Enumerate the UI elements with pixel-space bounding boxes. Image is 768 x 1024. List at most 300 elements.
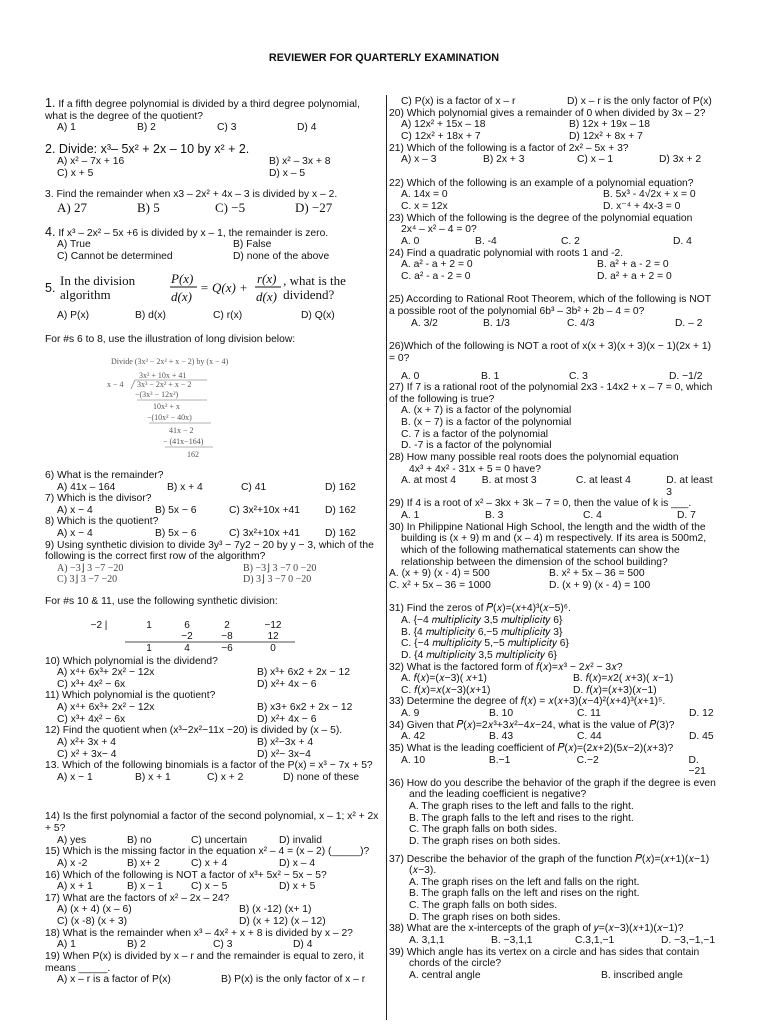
option: C) (x -8) (x + 3)	[57, 916, 128, 927]
svg-text:−8: −8	[221, 630, 233, 642]
svg-text:10x² + x: 10x² + x	[153, 401, 180, 411]
option: C. 4/3	[567, 317, 595, 329]
svg-text:162: 162	[187, 449, 199, 459]
answer-options	[389, 970, 719, 982]
question-24	[389, 248, 719, 283]
option: A) x⁴+ 6x³+ 2x² − 12x	[57, 702, 155, 713]
option: B. 1	[481, 370, 500, 382]
option: A) 27	[57, 199, 87, 215]
equation: 2x⁴ – x² – 4 = 0?	[401, 224, 477, 236]
option: B. inscribed angle	[601, 969, 683, 981]
option: C) P(x) is a factor of x – r	[401, 96, 516, 107]
option: C. 2	[561, 235, 580, 247]
option: B) 5x − 6	[155, 528, 197, 540]
question-16	[45, 870, 381, 893]
option: B) 2	[127, 939, 146, 951]
option: B. -4	[475, 235, 497, 247]
option: B) P(x) is the only factor of x – r	[221, 974, 366, 986]
option: D) x – 4	[279, 857, 316, 869]
svg-text:d(x): d(x)	[255, 289, 277, 305]
option: C) x – 1	[577, 154, 614, 166]
option: D) Q(x)	[301, 310, 335, 322]
question-14	[45, 811, 381, 846]
option: B. The graph falls on the left and rises on the right.	[409, 888, 640, 900]
right-column	[389, 96, 719, 981]
option: A. 3/2	[411, 317, 438, 329]
option: B. 𝑓(𝑥)=𝑥2( 𝑥+3)( 𝑥−1)	[573, 673, 674, 685]
question-9	[45, 540, 381, 586]
question-15	[45, 846, 381, 869]
option: B) 2	[137, 122, 156, 134]
option: C. 4	[583, 510, 602, 521]
answer-options	[45, 563, 381, 574]
answer-options	[389, 236, 719, 248]
question-38	[389, 923, 719, 946]
svg-text:12: 12	[267, 630, 279, 642]
question-text: 10) Which polynomial is the dividend?	[45, 655, 218, 667]
option: D) none of the above	[233, 250, 330, 262]
option: B) −3⌋ 3 −7 0 −20	[243, 562, 317, 574]
option: C. 𝑓(𝑥)=𝑥(𝑥−3)(𝑥+1)	[401, 684, 491, 696]
question-text: 7) Which is the divisor?	[45, 493, 152, 505]
option: A) yes	[57, 834, 87, 846]
svg-text:−2 |: −2 |	[90, 619, 108, 631]
question-text: 25) According to Rational Root Theorem, which of the following is NOT a possible root of the polynomial 6b³ – 3b² + 2b – 4 = 0?	[389, 294, 711, 317]
option: A) True	[57, 239, 91, 251]
question-34	[389, 720, 719, 743]
question-23	[389, 213, 719, 248]
answer-options	[45, 310, 381, 322]
option: D) 4	[293, 939, 313, 951]
answer-options-continued	[389, 96, 719, 108]
question-text: If a fifth degree polynomial is divided by a third degree polynomial, what is the degree of the quotient?	[45, 99, 360, 122]
question-text: 35) What is the leading coefficient of 𝑃(𝑥)=(2𝑥+2)(5𝑥−2)(𝑥+3)?	[389, 742, 674, 754]
svg-text:1: 1	[146, 619, 152, 631]
option: D. 12	[689, 708, 714, 719]
svg-text:r(x): r(x)	[256, 271, 277, 287]
svg-text:d(x): d(x)	[170, 289, 192, 305]
long-division-illustration	[107, 356, 307, 466]
option: B. 3	[485, 510, 504, 521]
question-8	[45, 516, 381, 539]
question-text: 21) Which of the following is a factor of 2x² – 5x + 3?	[389, 142, 629, 154]
question-text: 26)Which of the following is NOT a root of x(x + 3)(x + 3)(x − 1)(2x + 1) = 0?	[389, 341, 711, 364]
question-32	[389, 662, 719, 697]
option: B. The graph falls to the left and rises to the right.	[409, 812, 634, 824]
option: D) 3x + 2	[659, 154, 702, 166]
option: B) x² – 3x + 8	[269, 156, 331, 167]
answer-options	[45, 201, 381, 216]
option: A) 12x² + 15x – 18	[401, 119, 486, 131]
answer-options	[45, 251, 381, 263]
option: B) x3+ 6x2 + 2x − 12	[257, 702, 353, 713]
option: A) 1	[57, 939, 76, 951]
option: C) Cannot be determined	[57, 250, 173, 262]
option: C. at least 4	[575, 475, 631, 487]
option: C. {−4 𝑚𝑢𝑙𝑡𝑖𝑝𝑙𝑖𝑐𝑖𝑡𝑦 5,−5 𝑚𝑢𝑙𝑡𝑖𝑝𝑙𝑖𝑐𝑖𝑡𝑦 6}	[401, 638, 569, 650]
question-text: 19) When P(x) is divided by x – r and the remainder is equal to zero, it means _____.	[45, 950, 364, 974]
question-18	[45, 928, 381, 951]
option: A) −3⌋ 3 −7 −20	[57, 562, 124, 574]
option: D) x – r is the only factor of P(x)	[567, 96, 712, 107]
answer-options	[45, 749, 381, 761]
option: A. 1	[401, 510, 420, 521]
question-11	[45, 690, 381, 725]
question-12	[45, 725, 381, 760]
option: B) 5x − 6	[155, 504, 197, 516]
option: D) none of these	[283, 771, 360, 783]
option: C. 7 is a factor of the polynomial	[401, 428, 549, 440]
question-30	[389, 522, 719, 592]
option: A) x⁴+ 6x³+ 2x² − 12x	[57, 667, 155, 679]
option: D. The graph rises on both sides.	[409, 911, 561, 923]
svg-text:3x³ − 2x² + x − 2: 3x³ − 2x² + x − 2	[137, 379, 192, 389]
question-text: 18) What is the remainder when x³ – 4x² + x + 8 is divided by x – 2?	[45, 927, 353, 939]
division-algorithm-formula	[169, 268, 282, 308]
option: D. x⁻⁴ + 4x-3 = 0	[603, 201, 681, 212]
question-text: 14) Is the first polynomial a factor of the second polynomial, x – 1; x² + 2x + 5?	[45, 811, 379, 834]
question-text: 6) What is the remainder?	[45, 469, 164, 481]
option: D. The graph rises on both sides.	[409, 835, 561, 847]
question-text: 20) Which polynomial gives a remainder of 0 when divided by 3x – 2?	[389, 107, 706, 119]
question-21	[389, 143, 719, 166]
svg-text:= Q(x) +: = Q(x) +	[199, 280, 248, 296]
answer-options	[389, 935, 719, 947]
question-27	[389, 382, 719, 452]
answer-options	[45, 772, 381, 784]
question-text: 17) What are the factors of x² – 2x – 24?	[45, 892, 230, 904]
answer-options	[45, 156, 381, 168]
svg-text:2: 2	[224, 619, 230, 631]
question-text: 13. Which of the following binomials is a factor of the P(x) = x³ − 7x + 5?	[45, 760, 373, 772]
answer-options	[45, 714, 381, 726]
answer-options	[389, 154, 719, 166]
svg-text:6: 6	[184, 619, 190, 631]
option: D) 162	[325, 504, 356, 516]
option: C) 3x²+10x +41	[229, 528, 300, 540]
option: A. 10	[401, 754, 426, 766]
option: C. 44	[577, 731, 602, 743]
option: C) 3⌋ 3 −7 −20	[57, 574, 118, 586]
option: A) P(x)	[57, 310, 90, 322]
question-text: 23) Which of the following is the degree of the polynomial equation	[389, 212, 693, 224]
option: B) x − 1	[127, 881, 163, 893]
answer-options	[45, 679, 381, 691]
answer-options	[389, 580, 719, 592]
option: A. 𝑓(𝑥)=(𝑥−3)( 𝑥+1)	[401, 673, 487, 685]
option: C. 3	[569, 370, 588, 382]
question-5: 5. In the division algorithm P(x) d(x) = Q(x) + r(x) d(x) , what is the dividend? A) P(x) B) d(x) C) r(x) D) Q(x)	[45, 268, 381, 322]
option: A) (x + 4) (x – 6)	[57, 904, 132, 916]
option: D. −1/2	[669, 370, 703, 382]
answer-options	[389, 189, 719, 201]
answer-options	[389, 318, 719, 330]
answer-options	[389, 731, 719, 743]
option: A. (x + 9) (x - 4) = 500	[389, 568, 490, 580]
svg-text:x − 4: x − 4	[107, 379, 124, 389]
option: B. at most 3	[481, 475, 537, 487]
question-text: Divide: x³– 5x² + 2x – 10 by x² + 2.	[58, 141, 250, 156]
option: A. 0	[401, 370, 420, 382]
answer-options	[45, 974, 381, 986]
option: C) 41	[241, 481, 267, 493]
option: A. The graph rises on the left and falls on the right.	[409, 876, 640, 888]
option: C. x² + 5x – 36 = 1000	[389, 579, 491, 591]
option: A) x − 4	[57, 528, 93, 540]
option: B) x + 4	[167, 481, 203, 493]
option: A) 1	[57, 122, 76, 134]
question-19	[45, 951, 381, 986]
answer-options	[389, 271, 719, 283]
option: B) no	[127, 834, 152, 846]
svg-text:Divide (3x³ − 2x² + x − 2) by: Divide (3x³ − 2x² + x − 2) by (x − 4)	[111, 356, 229, 366]
option: D) 12x² + 8x + 7	[569, 130, 643, 142]
question-text: 16) Which of the following is NOT a factor of x³+ 5x² − 5x − 5?	[45, 869, 327, 881]
answer-options	[45, 239, 381, 251]
question-37	[389, 854, 719, 924]
option: B) False	[233, 239, 272, 251]
option: B. 1/3	[483, 317, 510, 329]
option: D) (x + 12) (x – 12)	[239, 916, 326, 927]
option: B) 12x + 19x – 18	[569, 119, 650, 131]
option: C) x + 4	[191, 857, 228, 869]
option: B. 5x³ - 4√2x + x = 0	[603, 189, 696, 201]
answer-options	[45, 574, 381, 585]
option: A. The graph rises to the left and falls to the right.	[409, 801, 634, 812]
question-20	[389, 108, 719, 143]
question-35	[389, 743, 719, 778]
option: C. x = 12x	[401, 201, 448, 212]
option: D) x + 5	[279, 881, 316, 893]
question-text: 36) How do you describe the behavior of the graph if the degree is even and the leading coefficient is negative?	[389, 777, 716, 801]
question-text: 33) Determine the degree of 𝑓(𝑥) = 𝑥(𝑥+3)(𝑥−4)²(𝑥+4)³(𝑥+1)⁵.	[389, 696, 666, 708]
option: B. x² + 5x – 36 = 500	[549, 568, 645, 580]
question-text: 22) Which of the following is an example of a polynomial equation?	[389, 177, 694, 189]
question-text: 8) Which is the quotient?	[45, 516, 159, 528]
option: A. (x + 7) is a factor of the polynomial	[401, 405, 572, 417]
option: D. at least 3	[666, 475, 713, 498]
answer-options	[45, 939, 381, 951]
question-text: 12) Find the quotient when (x³−2x²−11x −20) is divided by (x – 5).	[45, 725, 343, 737]
question-text: 15) Which is the missing factor in the equation x² – 4 = (x – 2) (_____)?	[45, 846, 370, 858]
answer-options	[45, 528, 381, 540]
option: D. 7	[677, 510, 696, 521]
option: D) 3⌋ 3 −7 0 −20	[243, 574, 312, 586]
question-text: 38) What are the x-intercepts of the graph of 𝑦=(𝑥−3)(𝑥+1)(𝑥−1)?	[389, 923, 684, 935]
svg-text:0: 0	[270, 642, 276, 654]
option: B. −3,1,1	[491, 934, 533, 946]
left-column	[45, 96, 381, 986]
option: D) invalid	[279, 834, 322, 846]
answer-options	[45, 858, 381, 870]
option: D. – 2	[675, 317, 703, 329]
question-text: 9) Using synthetic division to divide 3y³ − 7y2 − 20 by y − 3, which of the following is the correct first row of the algorithm?	[45, 539, 374, 563]
option: B) x²−3x + 4	[257, 736, 314, 748]
answer-options	[389, 259, 719, 271]
section-instruction: For #s 6 to 8, use the illustration of long division below:	[45, 334, 296, 346]
question-3	[45, 189, 381, 215]
option: D. 4	[673, 235, 692, 247]
question-text: If x³ – 2x² – 5x +6 is divided by x – 1, the remainder is zero.	[58, 227, 329, 239]
option: D. -7 is a factor of the polynomial	[401, 440, 552, 452]
option: D) 4	[297, 122, 317, 134]
option: B. a² + a - 2 = 0	[597, 259, 669, 271]
option: C) x − 5	[191, 881, 228, 893]
option: A) x² – 7x + 16	[57, 156, 125, 167]
option: A. 3,1,1	[409, 934, 445, 946]
answer-options	[389, 685, 719, 697]
option: C. The graph falls on both sides.	[409, 824, 558, 836]
svg-text:3x² + 10x + 41: 3x² + 10x + 41	[139, 370, 187, 380]
column-divider	[386, 95, 387, 1020]
answer-options	[45, 702, 381, 714]
option: D. −21	[688, 754, 706, 778]
option: C) 3x²+10x +41	[229, 504, 300, 516]
answer-options	[45, 835, 381, 847]
option: C. a² - a - 2 = 0	[401, 270, 471, 282]
question-17	[45, 893, 381, 928]
option: A. central angle	[409, 969, 481, 981]
question-lead: In the division algorithm	[60, 272, 136, 303]
option: A) x + 1	[57, 881, 93, 893]
question-39	[389, 947, 719, 982]
synthetic-division-table	[85, 618, 325, 656]
answer-options	[45, 881, 381, 893]
svg-text:−12: −12	[264, 619, 282, 631]
question-36	[389, 778, 719, 848]
option: D. 45	[689, 731, 714, 743]
question-26	[389, 341, 719, 382]
option: C) uncertain	[191, 834, 248, 846]
answer-options	[45, 505, 381, 517]
question-text: 37) Describe the behavior of the graph of the function 𝑃(𝑥)=(𝑥+1)(𝑥−1)(𝑥−3).	[389, 853, 710, 877]
question-text: 32) What is the factored form of 𝑓(𝑥)=𝑥³ − 2𝑥² − 3𝑥?	[389, 661, 623, 673]
question-6	[45, 470, 381, 493]
option: C) x + 2	[207, 771, 244, 783]
option: C. 11	[577, 708, 601, 719]
option: A. {−4 𝑚𝑢𝑙𝑡𝑖𝑝𝑙𝑖𝑐𝑖𝑡𝑦 3,5 𝑚𝑢𝑙𝑡𝑖𝑝𝑙𝑖𝑐𝑖𝑡𝑦 6}	[401, 615, 563, 626]
option: B) 5	[137, 199, 160, 215]
option: B) (x -12) (x+ 1)	[239, 904, 312, 916]
answer-options	[45, 737, 381, 749]
question-13	[45, 760, 381, 783]
option: D) x²− 3x−4	[257, 748, 311, 760]
option: A) x – 3	[401, 154, 437, 166]
svg-text:1: 1	[146, 642, 152, 654]
question-text: 11) Which polynomial is the quotient?	[45, 690, 216, 702]
page-title: REVIEWER FOR QUARTERLY EXAMINATION	[268, 52, 500, 64]
option: C.3,1,−1	[575, 934, 615, 946]
option: A) x − 1	[57, 771, 93, 783]
answer-options	[389, 201, 719, 213]
option: B) x+ 2	[127, 857, 160, 869]
option: D. (x + 9) (x - 4) = 100	[549, 579, 651, 591]
option: D. a² + a + 2 = 0	[597, 270, 672, 282]
option: A. 0	[401, 235, 420, 247]
option: A. 42	[401, 731, 426, 743]
question-tail: , what is the dividend?	[283, 272, 346, 303]
svg-text:−6: −6	[221, 642, 233, 654]
option: A) x -2	[57, 857, 88, 869]
answer-options	[389, 708, 719, 720]
question-10	[45, 656, 381, 691]
option: B.−1	[488, 754, 511, 766]
question-29	[389, 498, 719, 521]
option: A) x – r is a factor of P(x)	[57, 974, 171, 986]
question-text: 3. Find the remainder when x3 – 2x² + 4x – 3 is divided by x – 2.	[45, 189, 338, 201]
option: C) 3	[213, 939, 233, 951]
option: B. 10	[489, 708, 514, 719]
answer-options	[389, 119, 719, 131]
question-28	[389, 452, 719, 499]
equation: 4x³ + 4x² - 31x + 5 = 0 have?	[409, 463, 541, 475]
question-text: 29) If 4 is a root of x² – 3kx + 3k – 7 = 0, then the value of k is ___.	[389, 498, 692, 510]
svg-text:−(10x² − 40x): −(10x² − 40x)	[147, 412, 192, 422]
option: C) r(x)	[213, 310, 243, 322]
question-2: 2. Divide: x³– 5x² + 2x – 10 by x² + 2. A) x² – 7x + 16 B) x² – 3x + 8 C) x + 5 D) x – 5	[45, 142, 381, 179]
question-31	[389, 603, 719, 661]
question-text: 31) Find the zeros of 𝑃(𝑥)=(𝑥+4)³(𝑥−5)⁶.	[389, 603, 571, 615]
svg-text:4: 4	[184, 642, 190, 654]
svg-text:− (41x−164): − (41x−164)	[163, 436, 204, 446]
question-text: 34) Given that 𝑃(𝑥)=2𝑥³+3𝑥²−4𝑥−24, what is the value of 𝑃(3)?	[389, 719, 675, 731]
answer-options	[45, 122, 381, 134]
answer-options	[389, 755, 719, 778]
question-text: 28) How many possible real roots does the polynomial equation	[389, 451, 679, 463]
option: A. a² - a + 2 = 0	[401, 259, 473, 271]
option: D. −3,−1,−1	[661, 934, 716, 946]
answer-options	[45, 904, 381, 916]
option: C) −5	[215, 199, 246, 215]
option: A. at most 4	[401, 475, 456, 487]
answer-options	[389, 568, 719, 580]
option: D) −27	[295, 199, 333, 215]
question-33	[389, 696, 719, 719]
answer-options	[389, 510, 719, 522]
question-1: 1. If a fifth degree polynomial is divided by a third degree polynomial, what is the degree of the quotient? A) 1 B) 2 C) 3 D) 4	[45, 96, 381, 134]
question-text: 24) Find a quadratic polynomial with roots 1 and -2.	[389, 247, 624, 259]
option: D. 𝑓(𝑥)=(𝑥+3)(𝑥−1)	[573, 684, 657, 696]
option: A. 14x = 0	[401, 189, 448, 201]
option: A) x²+ 3x + 4	[57, 736, 116, 748]
question-25	[389, 294, 719, 329]
answer-options	[389, 673, 719, 685]
question-7	[45, 493, 381, 516]
answer-options	[45, 667, 381, 679]
option: D) x²+ 4x − 6	[257, 678, 317, 690]
option: C) x² + 3x− 4	[57, 748, 117, 760]
option: D) x – 5	[269, 167, 306, 179]
option: B) x + 1	[135, 771, 171, 783]
option: B. 43	[489, 731, 514, 743]
option: D. {4 𝑚𝑢𝑙𝑡𝑖𝑝𝑙𝑖𝑐𝑖𝑡𝑦 3,5 𝑚𝑢𝑙𝑡𝑖𝑝𝑙𝑖𝑐𝑖𝑡𝑦 6}	[401, 649, 557, 661]
option: C) x³+ 4x² − 6x	[57, 713, 126, 725]
svg-text:−(3x³ − 12x²): −(3x³ − 12x²)	[135, 389, 179, 399]
question-22	[389, 178, 719, 213]
option: B. {4 𝑚𝑢𝑙𝑡𝑖𝑝𝑙𝑖𝑐𝑖𝑡𝑦 6,−5 𝑚𝑢𝑙𝑡𝑖𝑝𝑙𝑖𝑐𝑖𝑡𝑦 3}	[401, 626, 563, 638]
option: D) x²+ 4x − 6	[257, 713, 317, 725]
option: A) 41x – 164	[57, 481, 116, 493]
option: B) 2x + 3	[483, 154, 525, 166]
section-instruction: For #s 10 & 11, use the following synthetic division:	[45, 595, 278, 607]
question-text: 27) If 7 is a rational root of the polynomial 2x3 - 14x2 + x – 7 = 0, which of the following is true?	[389, 382, 713, 405]
answer-options	[45, 168, 381, 180]
option: A) x − 4	[57, 504, 93, 516]
option: B) d(x)	[135, 310, 166, 322]
svg-text:−2: −2	[181, 630, 193, 642]
svg-text:P(x): P(x)	[170, 271, 193, 287]
option: C) x³+ 4x² − 6x	[57, 678, 126, 690]
